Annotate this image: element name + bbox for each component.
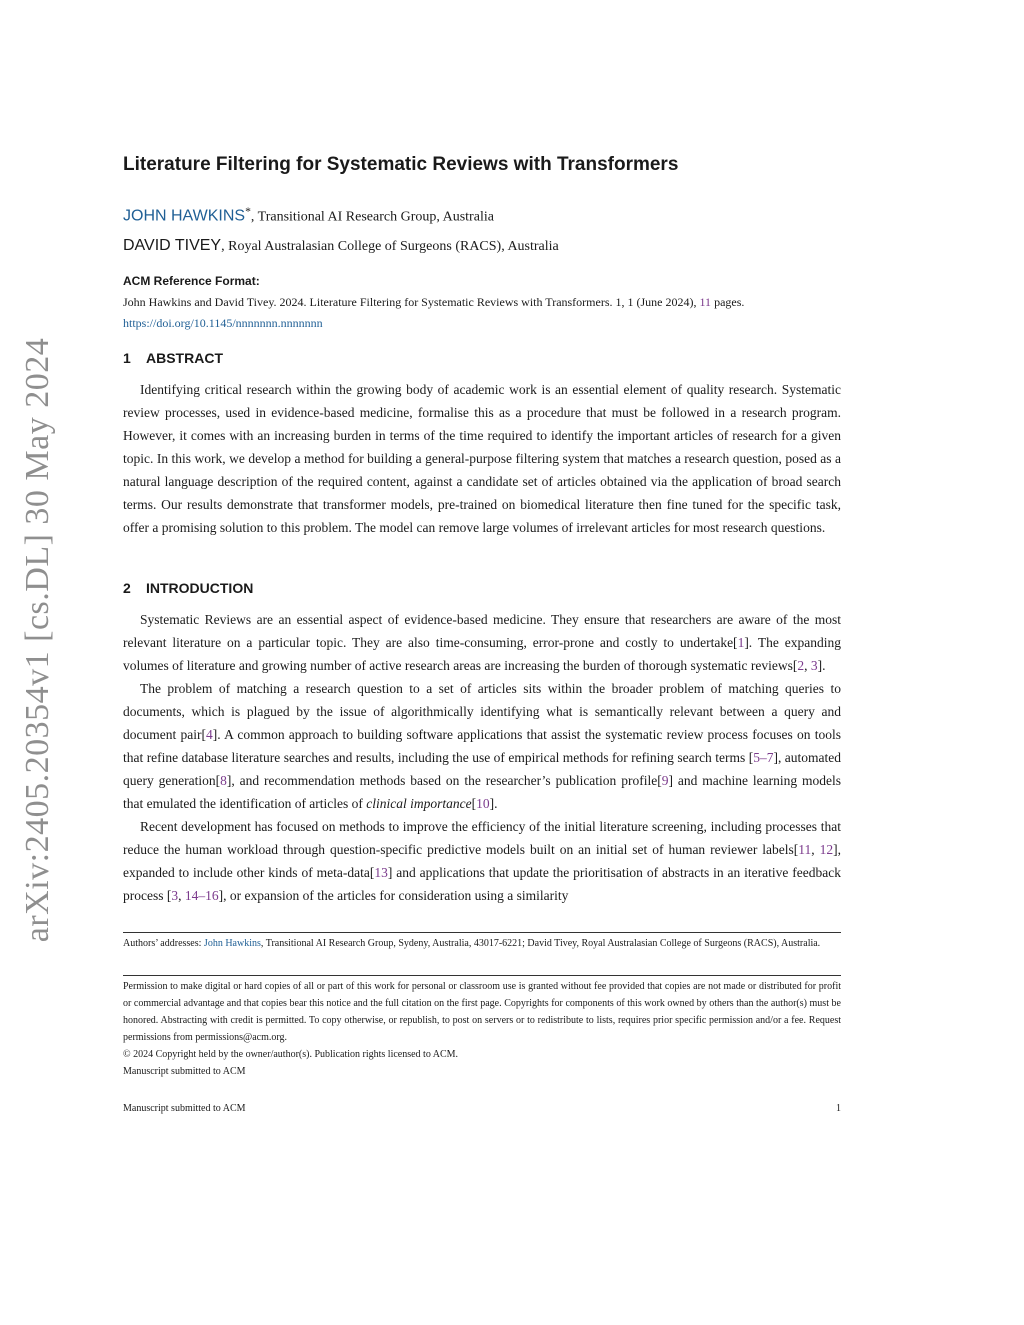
author-affiliation: , Transitional AI Research Group, Australia [250, 209, 494, 225]
citation-link[interactable]: 4 [205, 727, 213, 742]
authors-address-footnote [123, 935, 841, 952]
footnote-divider [123, 932, 841, 933]
author-line [123, 232, 841, 261]
citation-link[interactable]: 3 [171, 888, 179, 903]
section-title: ABSTRACT [146, 350, 223, 366]
paper-title: Literature Filtering for Systematic Reviews with Transformers [123, 154, 679, 175]
citation-text: John Hawkins and David Tivey. 2024. Literature Filtering for Systematic Reviews with Transformers. 1, 1 (June 2024), [123, 295, 700, 309]
section-title: INTRODUCTION [146, 580, 254, 596]
intro-paragraph [123, 815, 841, 907]
arxiv-identifier: arXiv:2405.20354v1 [cs.DL] 30 May 2024 [19, 337, 56, 943]
reference-format-heading: ACM Reference Format: [123, 274, 260, 288]
author-link[interactable]: John Hawkins [203, 938, 261, 949]
text-run: Recent development has focused on methods to improve the efficiency of the initial literature screening, including processes that reduce the human workload through question-specific predictive models built on an initial set of human reviewer labels[ [123, 819, 841, 857]
text-run: [ [471, 796, 477, 811]
abstract-paragraph: Identifying critical research within the growing body of academic work is an essential element of quality research. Systematic review processes, used in evidence-based medicine, formalise this as a procedure that must be followed in a research program. However, it comes with an increasing burden in terms of the time required to identify the important articles of research for a given topic. In this work, we develop a method for building a general-purpose filtering system that matches a research question, posed as a natural language description of the required content, against a candidate set of articles obtained via the application of broad search terms. Our results demonstrate that transformer models, pre-trained on biomedical literature then fine tuned for the specific task, offer a promising solution to this problem. The model can remove large volumes of irrelevant articles for most research questions. [123, 382, 841, 535]
section-number: 1 [123, 350, 131, 366]
copyright-line: © 2024 Copyright held by the owner/author(s). Publication rights licensed to ACM. [123, 1049, 459, 1060]
text-run: The problem of matching a research question to a set of articles sits within the broader problem of matching queries to documents, which is plagued by the issue of algorithmically identifying what is semantically relevant between a query and document pair[ [123, 681, 841, 742]
author-list [123, 198, 841, 261]
text-run: ]. A common approach to building software applications that assist the systematic review process focuses on tools that refine database literature searches and results, including the use of empirical methods for refining search terms [ [123, 727, 841, 765]
doi-link[interactable]: https://doi.org/10.1145/nnnnnnn.nnnnnnn [123, 316, 323, 330]
page-number: 1 [836, 1103, 841, 1114]
introduction-body [123, 608, 841, 907]
author-name: DAVID TIVEY [123, 236, 222, 254]
text-run: ], and recommendation methods based on the researcher’s publication profile[ [226, 773, 662, 788]
text-run: ] and machine learning models that emulated the identification of articles of [123, 773, 841, 811]
author-name[interactable]: JOHN HAWKINS [123, 207, 246, 225]
reference-citation [123, 292, 841, 313]
text-run: ] and applications that update the prioritisation of abstracts in an iterative feedback process [ [123, 865, 841, 903]
citation-link[interactable]: 9 [661, 773, 669, 788]
citation-link[interactable]: 1 [737, 635, 745, 650]
intro-paragraph [123, 608, 841, 677]
citation-link[interactable]: 11 [798, 842, 812, 857]
intro-paragraph [123, 677, 841, 815]
text-run: Systematic Reviews are an essential aspect of evidence-based medicine. They ensure that researchers are aware of the most relevant literature on a particular topic. They are also time-consuming, error-prone and costly to undertake[ [123, 612, 841, 650]
citation-link[interactable]: 13 [374, 865, 388, 880]
text-run: ]. [489, 796, 498, 811]
citation-link[interactable]: 5–7 [753, 750, 774, 765]
manuscript-note: Manuscript submitted to ACM [123, 1066, 246, 1077]
text-run: , [811, 842, 820, 857]
text-run: ]. [817, 658, 826, 673]
section-heading-abstract [123, 350, 841, 366]
page-footer [123, 1100, 841, 1117]
text-run: ]. The expanding volumes of literature and growing number of active research areas are increasing the burden of thorough systematic reviews[ [123, 635, 841, 673]
copyright-block [123, 1046, 841, 1080]
text-run: Authors’ addresses: [123, 938, 204, 949]
citation-link[interactable]: 12 [819, 842, 834, 857]
citation-link[interactable]: 8 [220, 773, 227, 788]
text-run: ], or expansion of the articles for consideration using a similarity [218, 888, 569, 903]
pages-word: pages. [711, 295, 745, 309]
citation-link[interactable]: 14–16 [184, 888, 219, 903]
page-count-link[interactable]: 11 [699, 295, 712, 309]
text-run: , Transitional AI Research Group, Sydeny, Australia, 43017-6221; David Tivey, Royal Australasian College of Surgeons (RACS), Australia. [260, 938, 821, 949]
text-run: , [178, 888, 185, 903]
reference-format [123, 271, 841, 334]
corresponding-mark: * [245, 205, 251, 218]
section-number: 2 [123, 580, 131, 596]
citation-link[interactable]: 10 [476, 796, 490, 811]
author-line [123, 198, 841, 232]
author-affiliation: , Royal Australasian College of Surgeons (RACS), Australia [221, 238, 559, 254]
footer-left: Manuscript submitted to ACM [123, 1103, 246, 1114]
permission-notice: Permission to make digital or hard copies of all or part of this work for personal or classroom use is granted without fee provided that copies are not made or distributed for profit or commercial advantage and that copies bear this notice and the full citation on the first page. Copyrights for components of this work owned by others than the author(s) must be honored. Abstracting with credit is permitted. To copy otherwise, or republish, to post on servers or to redistribute to lists, requires prior specific permission and/or a fee. Request permissions from permissions@acm.org. [123, 981, 841, 1043]
citation-link[interactable]: 3 [810, 658, 818, 673]
text-run: , [804, 658, 811, 673]
section-heading-introduction [123, 580, 841, 596]
permission-divider [123, 975, 841, 976]
text-run: ], automated query generation[ [123, 750, 841, 788]
emphasis-text: clinical importance [366, 796, 472, 811]
text-run: ], expanded to include other kinds of meta-data[ [123, 842, 841, 880]
citation-link[interactable]: 2 [797, 658, 805, 673]
